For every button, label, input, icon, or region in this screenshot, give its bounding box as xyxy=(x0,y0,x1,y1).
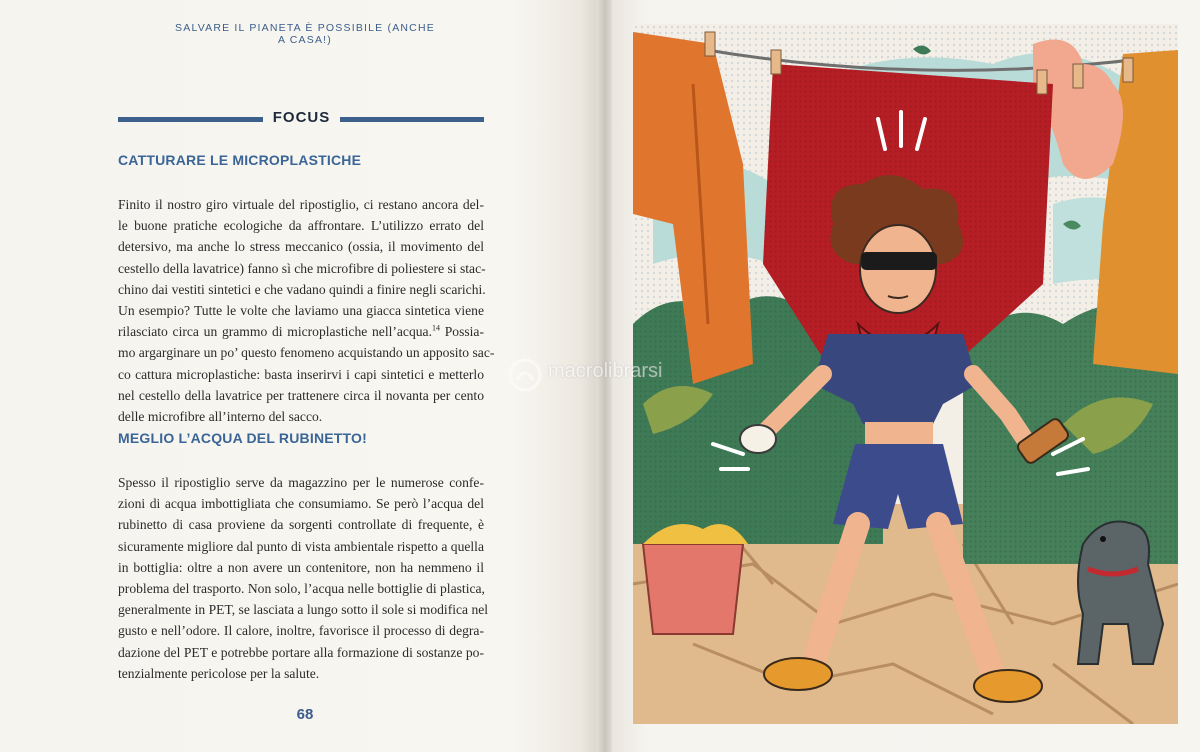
text-line: Finito il nostro giro virtuale del ripostiglio, ci restano ancora del- xyxy=(118,197,484,212)
paragraph-tap-water xyxy=(118,472,489,684)
text-line: tenzialmente pericolose per la salute. xyxy=(118,665,320,681)
text-line: gusto e nell’odore. Il calore, inoltre, favorisce il processo di degra- xyxy=(118,623,484,639)
text-line: le buone pratiche ecologiche da affrontare. L’utilizzo errato del xyxy=(118,218,484,234)
text-fragment: garginare un po’ questo fenomeno acquistando un apposito sac- xyxy=(149,345,495,361)
dog-eye xyxy=(1100,536,1106,542)
watermark-logo-icon xyxy=(508,358,542,392)
text-fragment: mo ar xyxy=(118,345,150,361)
text-line: Un esempio? Tutte le volte che laviamo una giacca sintetica viene xyxy=(118,303,484,319)
page-number: 68 xyxy=(296,706,314,723)
text-line-split xyxy=(118,342,495,363)
text-line: co cattura microplastiche: basta inserirvi i capi sintetici e metterlo xyxy=(118,366,484,382)
illustration-laundry-girl xyxy=(633,24,1178,724)
running-head: SALVARE IL PIANETA È POSSIBILE (ANCHE A CASA!) xyxy=(175,22,435,46)
laundry-basket xyxy=(643,544,743,634)
text-line: nel cestello della lavatrice per trattenere circa il novanta per cento xyxy=(118,387,484,403)
text-line: cestello della lavatrice) fanno sì che microfibre di poliestere si stac- xyxy=(118,260,486,276)
clothes-pin xyxy=(1037,70,1047,94)
section-title-microplastics: CATTURARE LE MICROPLASTICHE xyxy=(118,152,362,168)
clothes-pin xyxy=(1073,64,1083,88)
text-line: generalmente in PET, se lasciata a lungo sotto il sole si modifica nel xyxy=(118,602,489,618)
footnote-marker: 14 xyxy=(432,323,440,333)
focus-header xyxy=(118,109,484,129)
text-line: Spesso il ripostiglio serve da magazzino per le numerose confe- xyxy=(118,475,484,490)
text-line: in bottiglia: oltre a non avere un contenitore, non ha nemmeno il xyxy=(118,559,484,575)
text-line-with-footnote xyxy=(118,321,484,342)
text-line: problema del trasporto. Non solo, l’acqua nelle bottiglie di plastica, xyxy=(118,581,485,597)
sunglasses xyxy=(861,252,937,270)
sandal xyxy=(764,658,832,690)
text-line: detersivo, ma anche lo stress meccanico (ossia, il movimento del xyxy=(118,239,484,255)
focus-rule-right xyxy=(340,117,484,122)
text-line: rubinetto di casa proviene da sorgenti controllate di frequente, è xyxy=(118,517,484,533)
paragraph-microplastics xyxy=(118,194,495,427)
text-line: sicuramente migliore dal punto di vista ambientale rispetto a quella xyxy=(118,538,484,554)
text-line: delle microfibre all’interno del sacco. xyxy=(118,409,323,425)
watermark xyxy=(508,358,678,392)
text-fragment: Possia- xyxy=(440,324,484,340)
clothes-pin xyxy=(771,50,781,74)
text-line: dazione del PET e potrebbe portare alla formazione di sostanze po- xyxy=(118,644,484,660)
focus-label: FOCUS xyxy=(272,109,331,126)
clothes-pin xyxy=(1123,58,1133,82)
watermark-text: macrolibrarsi xyxy=(548,360,663,382)
text-line: chino dai vestiti sintetici e che vadano quindi a finire negli scarichi. xyxy=(118,281,486,297)
clothes-pin xyxy=(705,32,715,56)
text-line: zioni di acqua imbottigliata che consumiamo. Se però l’acqua del xyxy=(118,496,484,512)
focus-rule-left xyxy=(118,117,263,122)
text-fragment: rilasciato circa un grammo di microplastiche nell’acqua. xyxy=(118,324,432,340)
sandal xyxy=(974,670,1042,702)
soap-bar xyxy=(740,425,776,453)
section-title-tap-water: MEGLIO L’ACQUA DEL RUBINETTO! xyxy=(118,430,367,446)
